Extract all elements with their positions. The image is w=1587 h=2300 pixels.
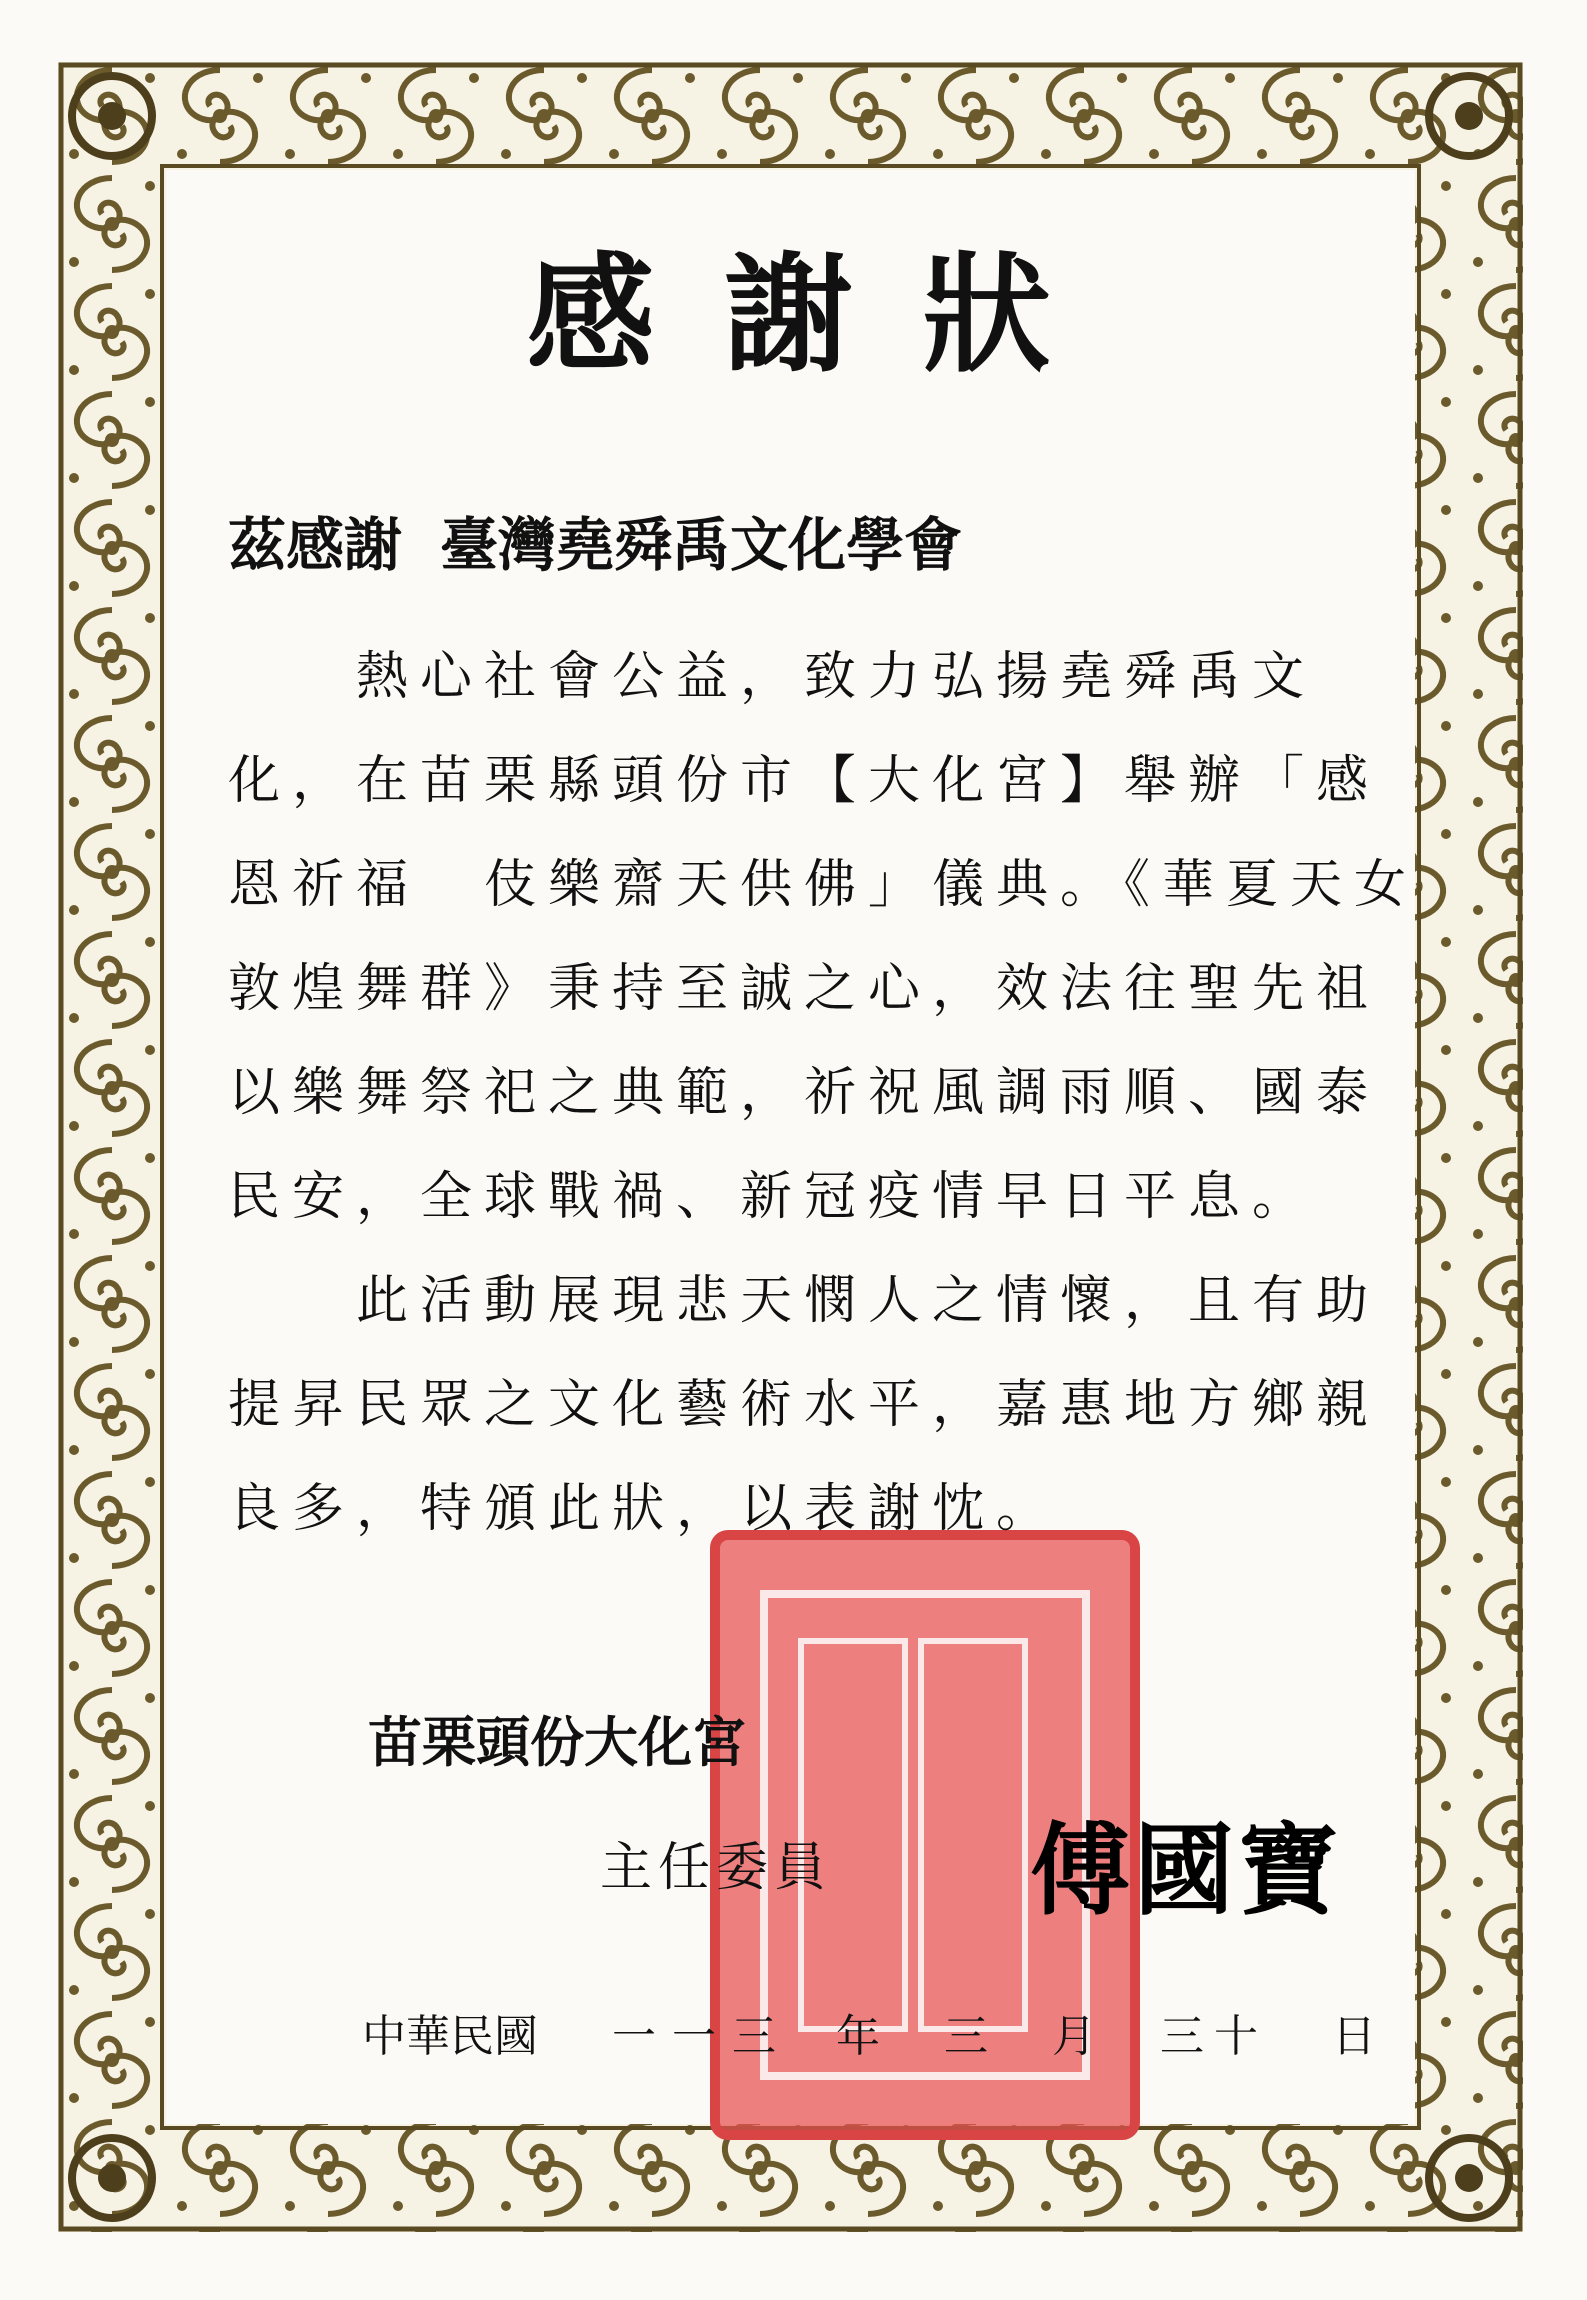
recipient-line (228, 505, 1328, 585)
certificate-body (228, 625, 1419, 1561)
issue-date (362, 2000, 1376, 2064)
date-day: 三十 (1160, 2011, 1268, 2062)
body-line: 以樂舞祭祀之典範，祈祝風調雨順、國泰 (228, 1063, 1381, 1123)
recipient-prefix: 茲感謝 (228, 511, 403, 579)
date-year-unit: 年 (836, 2011, 880, 2062)
body-line: 化，在苗栗縣頭份市【大化宮】舉辦「感 (228, 751, 1381, 811)
body-line: 敦煌舞群》秉持至誠之心，效法往聖先祖 (228, 959, 1381, 1019)
body-line: 此活動展現悲天憫人之情懷，且有助 (228, 1271, 1381, 1331)
body-line: 民安，全球戰禍、新冠疫情早日平息。 (228, 1167, 1317, 1227)
date-era: 中華民國 (362, 2011, 538, 2062)
body-line: 提昇民眾之文化藝術水平，嘉惠地方鄉親 (228, 1375, 1381, 1435)
issuer-position: 主任委員 (600, 1838, 833, 1898)
date-day-unit: 日 (1332, 2011, 1376, 2062)
issuer-organization: 苗栗頭份大化宮 (368, 1710, 746, 1774)
date-year: 一一三 (612, 2011, 792, 2062)
certificate-title: 感謝狀 (526, 240, 1121, 390)
body-line: 熱心社會公益，致力弘揚堯舜禹文 (228, 647, 1317, 707)
body-line: 良多，特頒此狀，以表謝忱。 (228, 1479, 1061, 1539)
issuer-signature: 傅國寶 (1030, 1811, 1342, 1929)
date-month-unit: 月 (1052, 2011, 1096, 2062)
date-month: 三 (944, 2011, 988, 2062)
body-line: 恩祈福 伎樂齋天供佛」儀典。《華夏天女 (228, 855, 1419, 915)
recipient-name: 臺灣堯舜禹文化學會 (440, 511, 963, 579)
